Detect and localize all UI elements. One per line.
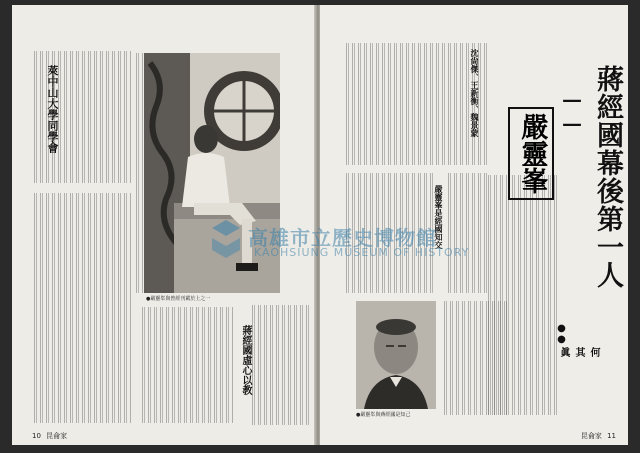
title-dash: —— <box>560 87 584 135</box>
left-running-head: 昆侖家 <box>46 432 68 440</box>
left-folio-number: 10 <box>32 432 41 440</box>
byline-author: 何其眞 <box>558 347 599 357</box>
byline-dots: ●● <box>556 323 567 345</box>
credit-line: 沈尙傑、王新衡、魏景蒙 <box>470 49 480 137</box>
left-body-text-block-right <box>142 307 234 423</box>
portrait-photo <box>356 301 436 409</box>
article-title: 蔣經國幕後第一人 <box>592 65 623 289</box>
subject-name: 嚴靈峯 <box>516 113 548 194</box>
subhead-mid: 蔣經國虛心以教 <box>240 325 251 395</box>
photo1-caption: ●嚴靈峯與曾經刊載於上之一 <box>146 296 211 302</box>
right-folio-number: 11 <box>607 432 616 440</box>
left-body-text-block-far-right <box>252 305 310 425</box>
right-body-text-under-title <box>488 175 558 415</box>
right-running-head: 昆侖家 <box>580 432 602 440</box>
right-body-text-top-left <box>346 43 488 165</box>
portrait-illustration <box>356 301 436 409</box>
left-column-text <box>136 53 144 293</box>
left-body-text-block-lower <box>34 193 132 423</box>
photo2-caption: ●嚴靈峯與蔣經國是知己 <box>356 412 411 418</box>
watermark-line1: 高雄市立歷史博物館 <box>248 226 437 250</box>
watermark-logo <box>208 218 246 260</box>
subject-name-boxes <box>508 107 554 200</box>
article-title-block <box>560 47 626 367</box>
subhead-right: 嚴靈峯是經國知交 <box>434 185 444 249</box>
subject-name-block <box>508 107 552 204</box>
subhead-left: 萊中山大學同學會 <box>46 65 59 153</box>
right-folio <box>581 431 616 441</box>
left-folio <box>32 431 67 441</box>
watermark-line2: KAOHSIUNG MUSEUM OF HISTORY <box>254 246 470 259</box>
right-body-text-mid <box>448 173 488 293</box>
